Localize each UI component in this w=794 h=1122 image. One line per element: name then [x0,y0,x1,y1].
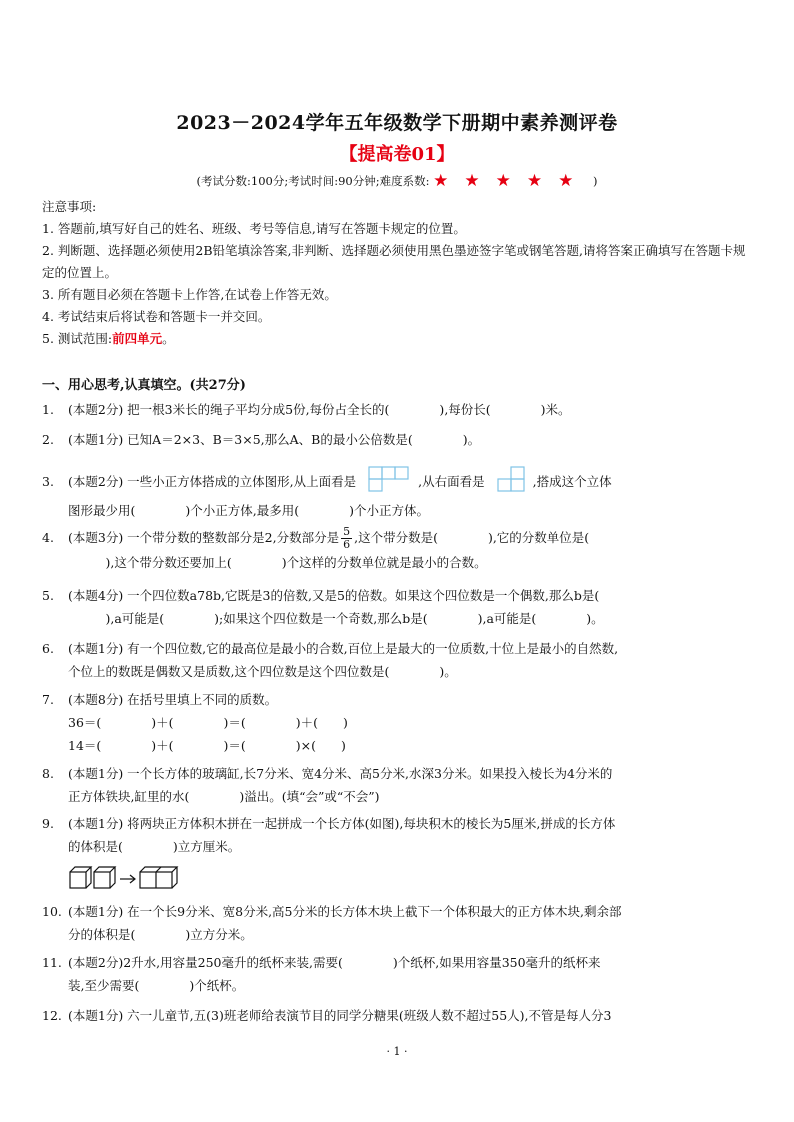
question-10 [42,900,754,946]
question-number: 1. [42,402,54,417]
question-8 [42,762,754,808]
question-text: 装,至少需要( )个纸杯。 [68,978,245,993]
fraction-numerator: 5 [343,525,351,538]
question-text: (本题3分) 一个带分数的整数部分是2,分数部分是 [68,530,340,545]
question-number: 3. [42,474,54,489]
meta-prefix: (考试分数:100分;考试时间:90分钟;难度系数: [196,174,430,188]
scope-suffix: 。 [162,331,175,346]
notice-scope [42,328,754,350]
notice-item: 2. 判断题、选择题必须使用2B铅笔填涂答案,非判断、选择题必须使用黑色墨迹签字笔或钢笔答题,请将答案正确填写在答题卡规定的位置上。 [42,243,746,280]
question-text: (本题2分) 把一根3米长的绳子平均分成5份,每份占全长的( ),每份长( )米。 [68,402,571,417]
notice-block [42,196,754,350]
question-number: 12. [42,1008,62,1023]
question-text: ,搭成这个立体 [532,474,612,489]
question-text: (本题8分) 在括号里填上不同的质数。 [68,692,278,707]
notice-item: 4. 考试结束后将试卷和答题卡一并交回。 [42,309,271,324]
question-11 [42,951,754,997]
top-view-grid-icon [368,466,410,499]
question-text: (本题2分)2升水,用容量250毫升的纸杯来装,需要( )个纸杯,如果用容量350毫升的纸杯来 [68,955,601,970]
question-5 [42,584,754,630]
question-3 [42,466,754,522]
question-number: 5. [42,588,54,603]
question-number: 6. [42,641,54,656]
meta-suffix: ) [592,174,598,188]
question-6 [42,637,754,683]
exam-meta [0,171,794,191]
question-text: 分的体积是( )立方分米。 [68,927,253,942]
question-text: (本题1分) 六一儿童节,五(3)班老师给表演节目的同学分糖果(班级人数不超过55人),不管是每人分3 [68,1008,612,1023]
question-text: ,从右面看是 [418,474,485,489]
question-text: (本题4分) 一个四位数a78b,它既是3的倍数,又是5的倍数。如果这个四位数是一个偶数,那么b是( [68,588,600,603]
question-text: 的体积是( )立方厘米。 [68,839,241,854]
question-number: 8. [42,766,54,781]
right-view-grid-icon [497,466,525,499]
question-number: 9. [42,816,54,831]
question-number: 10. [42,904,62,919]
question-12 [42,1004,754,1027]
question-4 [42,526,754,574]
notice-item: 1. 答题前,填写好自己的姓名、班级、考号等信息,请写在答题卡规定的位置。 [42,221,466,236]
question-9 [42,812,754,899]
page-number: · 1 · [386,1045,408,1058]
question-equation: 14＝( )＋( )＝( )×( ) [68,738,346,753]
question-text: ),a可能是( );如果这个四位数是一个奇数,那么b是( ),a可能是( )。 [68,611,604,626]
question-number: 11. [42,955,62,970]
fraction-denominator: 6 [343,538,351,551]
difficulty-stars-icon: ★★★★★ [433,171,590,191]
question-1 [42,398,754,421]
paper-subtitle: 【提高卷01】 [339,144,455,165]
question-text: ,这个带分数是( ),它的分数单位是( [354,530,590,545]
question-text: (本题1分) 在一个长9分米、宽8分米,高5分米的长方体木块上截下一个体积最大的正方体木块,剩余部 [68,904,622,919]
question-text: ),这个带分数还要加上( )个这样的分数单位就是最小的合数。 [68,555,487,570]
section-heading: 一、用心思考,认真填空。(共27分) [42,378,246,393]
question-7 [42,688,754,757]
question-text: (本题1分) 已知A＝2×3、B＝3×5,那么A、B的最小公倍数是( )。 [68,432,481,447]
fraction [341,526,352,551]
page-title: 2023－2024学年五年级数学下册期中素养测评卷 [176,112,618,134]
notice-item: 3. 所有题目必须在答题卡上作答,在试卷上作答无效。 [42,287,337,302]
question-text: 图形最少用( )个小正方体,最多用( )个小正方体。 [68,503,429,518]
question-text: (本题1分) 有一个四位数,它的最高位是最小的合数,百位上是最大的一位质数,十位上是最小的自然数, [68,641,619,656]
scope-prefix: 5. 测试范围: [42,331,113,346]
question-equation: 36＝( )＋( )＝( )＋( ) [68,715,348,730]
question-text: 正方体铁块,缸里的水( )溢出。(填“会”或“不会”) [68,789,380,804]
question-number: 2. [42,432,54,447]
scope-value: 前四单元 [112,331,163,346]
question-text: (本题1分) 一个长方体的玻璃缸,长7分米、宽4分米、高5分米,水深3分米。如果投入棱长为4分米的 [68,766,613,781]
notice-heading: 注意事项: [42,199,97,214]
question-text: 个位上的数既是偶数又是质数,这个四位数是这个四位数是( )。 [68,664,457,679]
question-number: 7. [42,692,54,707]
question-text: (本题2分) 一些小正方体搭成的立体图形,从上面看是 [68,474,357,489]
cubes-to-cuboid-icon [42,864,754,899]
question-2 [42,428,754,451]
question-text: (本题1分) 将两块正方体积木拼在一起拼成一个长方体(如图),每块积木的棱长为5厘米,拼成的长方体 [68,816,616,831]
question-number: 4. [42,530,54,545]
